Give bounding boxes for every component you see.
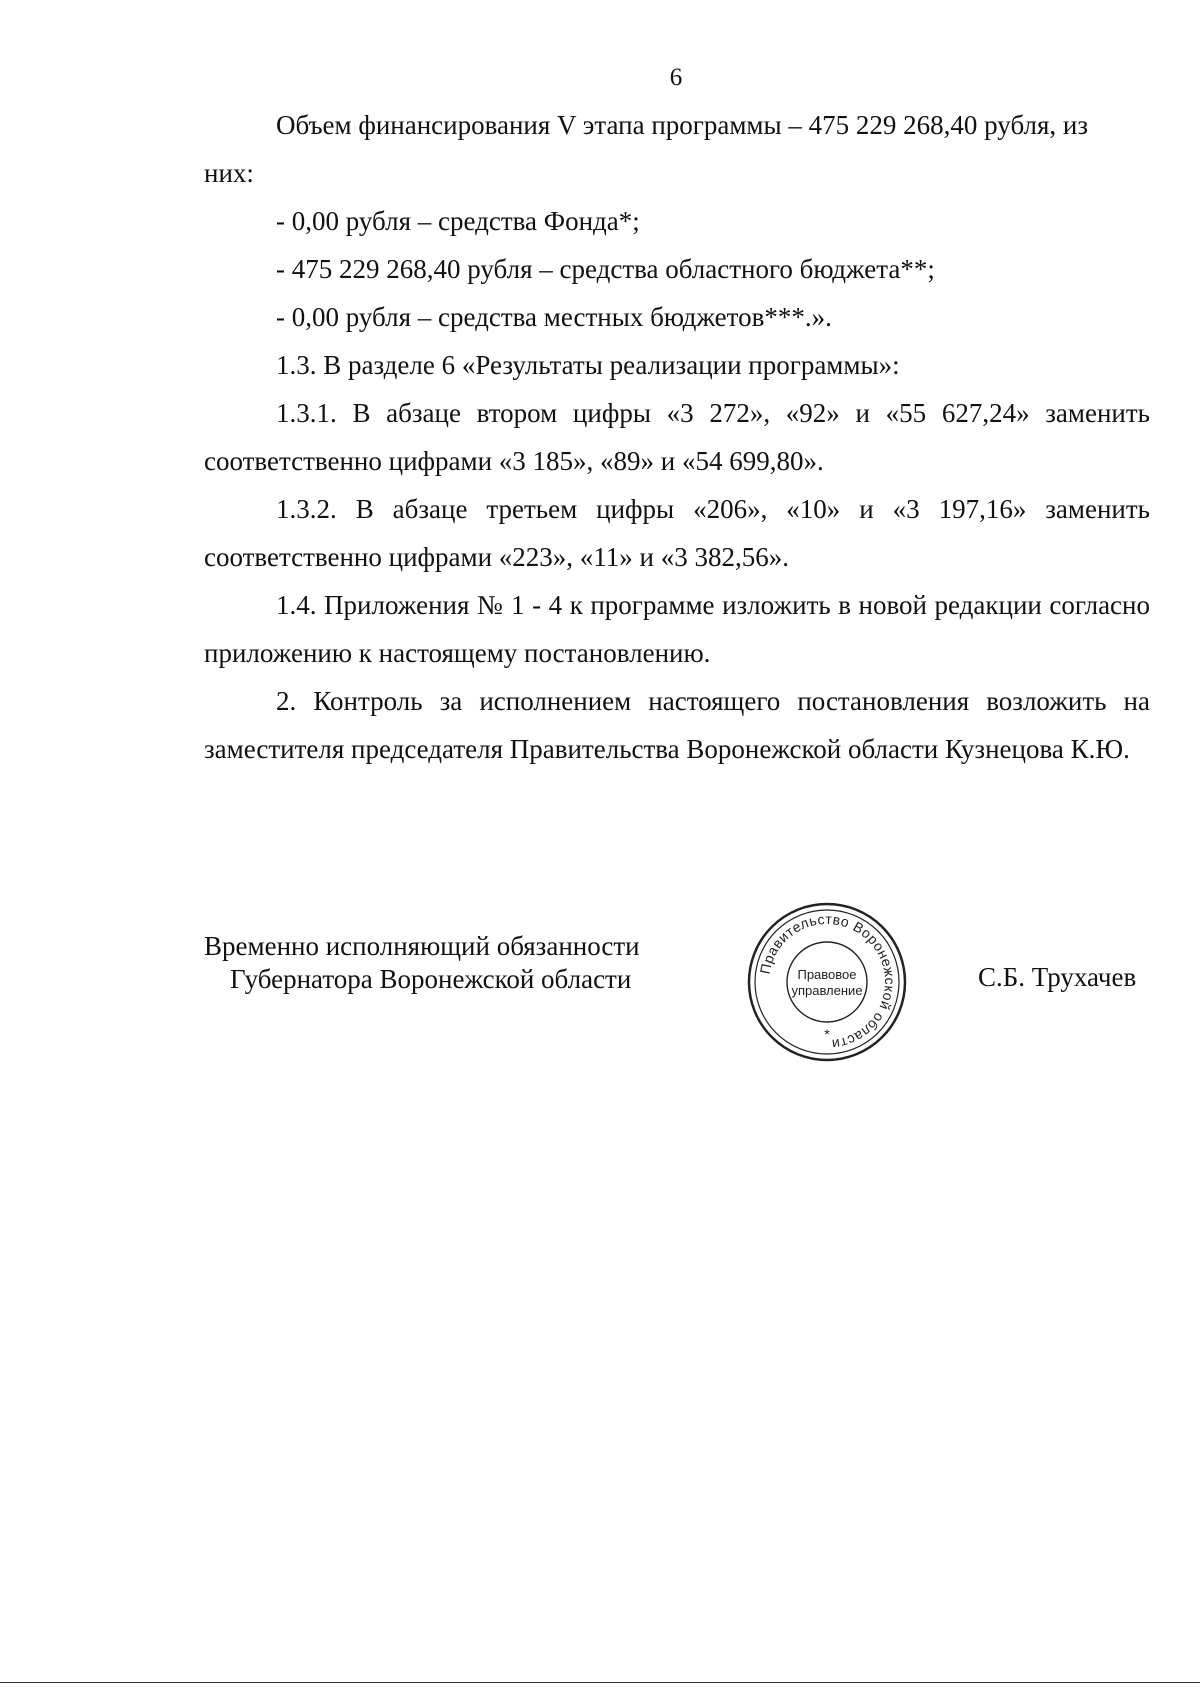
position-title-line-1: Временно исполняющий обязанности — [204, 931, 640, 961]
section-1-4-paragraph: 1.4. Приложения № 1 - 4 к программе изложить в новой редакции согласно приложению к настоящему постановлению. — [204, 590, 1150, 668]
seal-center-line-1: Правовое — [797, 967, 857, 982]
footer-rule — [0, 1682, 1200, 1683]
signer-name: С.Б. Трухачев — [978, 962, 1137, 992]
seal-center-line-2: управление — [791, 983, 863, 998]
document-body — [204, 101, 1150, 773]
section-2-paragraph: 2. Контроль за исполнением настоящего постановления возложить на заместителя председателя Правительства Воронежской области Кузнецова К.Ю. — [204, 686, 1150, 764]
position-title-line-2: Губернатора Воронежской области — [230, 964, 632, 994]
official-seal — [746, 901, 908, 1063]
section-1-3-2-paragraph: 1.3.2. В абзаце третьем цифры «206», «10» и «3 197,16» заменить соответственно цифрами «223», «11» и «3 382,56». — [204, 494, 1150, 572]
seal-ring-text: Правительство Воронежской области — [756, 910, 899, 1053]
financing-volume-line-2: них: — [204, 158, 254, 188]
regional-budget-item: - 475 229 268,40 рубля – средства областного бюджета**; — [276, 254, 935, 284]
page-number: 6 — [669, 64, 683, 91]
local-budgets-item: - 0,00 рубля – средства местных бюджетов***.». — [276, 302, 832, 332]
financing-volume-line-1: Объем финансирования V этапа программы – 475 229 268,40 рубля, из — [276, 110, 1089, 140]
section-1-3-heading: 1.3. В разделе 6 «Результаты реализации программы»: — [276, 350, 900, 380]
fund-financing-item: - 0,00 рубля – средства Фонда*; — [276, 206, 640, 236]
signature-position — [204, 930, 640, 996]
section-1-3-1-paragraph: 1.3.1. В абзаце втором цифры «3 272», «92» и «55 627,24» заменить соответственно цифрами «3 185», «89» и «54 699,80». — [204, 398, 1150, 476]
seal-star-icon: * — [824, 1026, 830, 1042]
